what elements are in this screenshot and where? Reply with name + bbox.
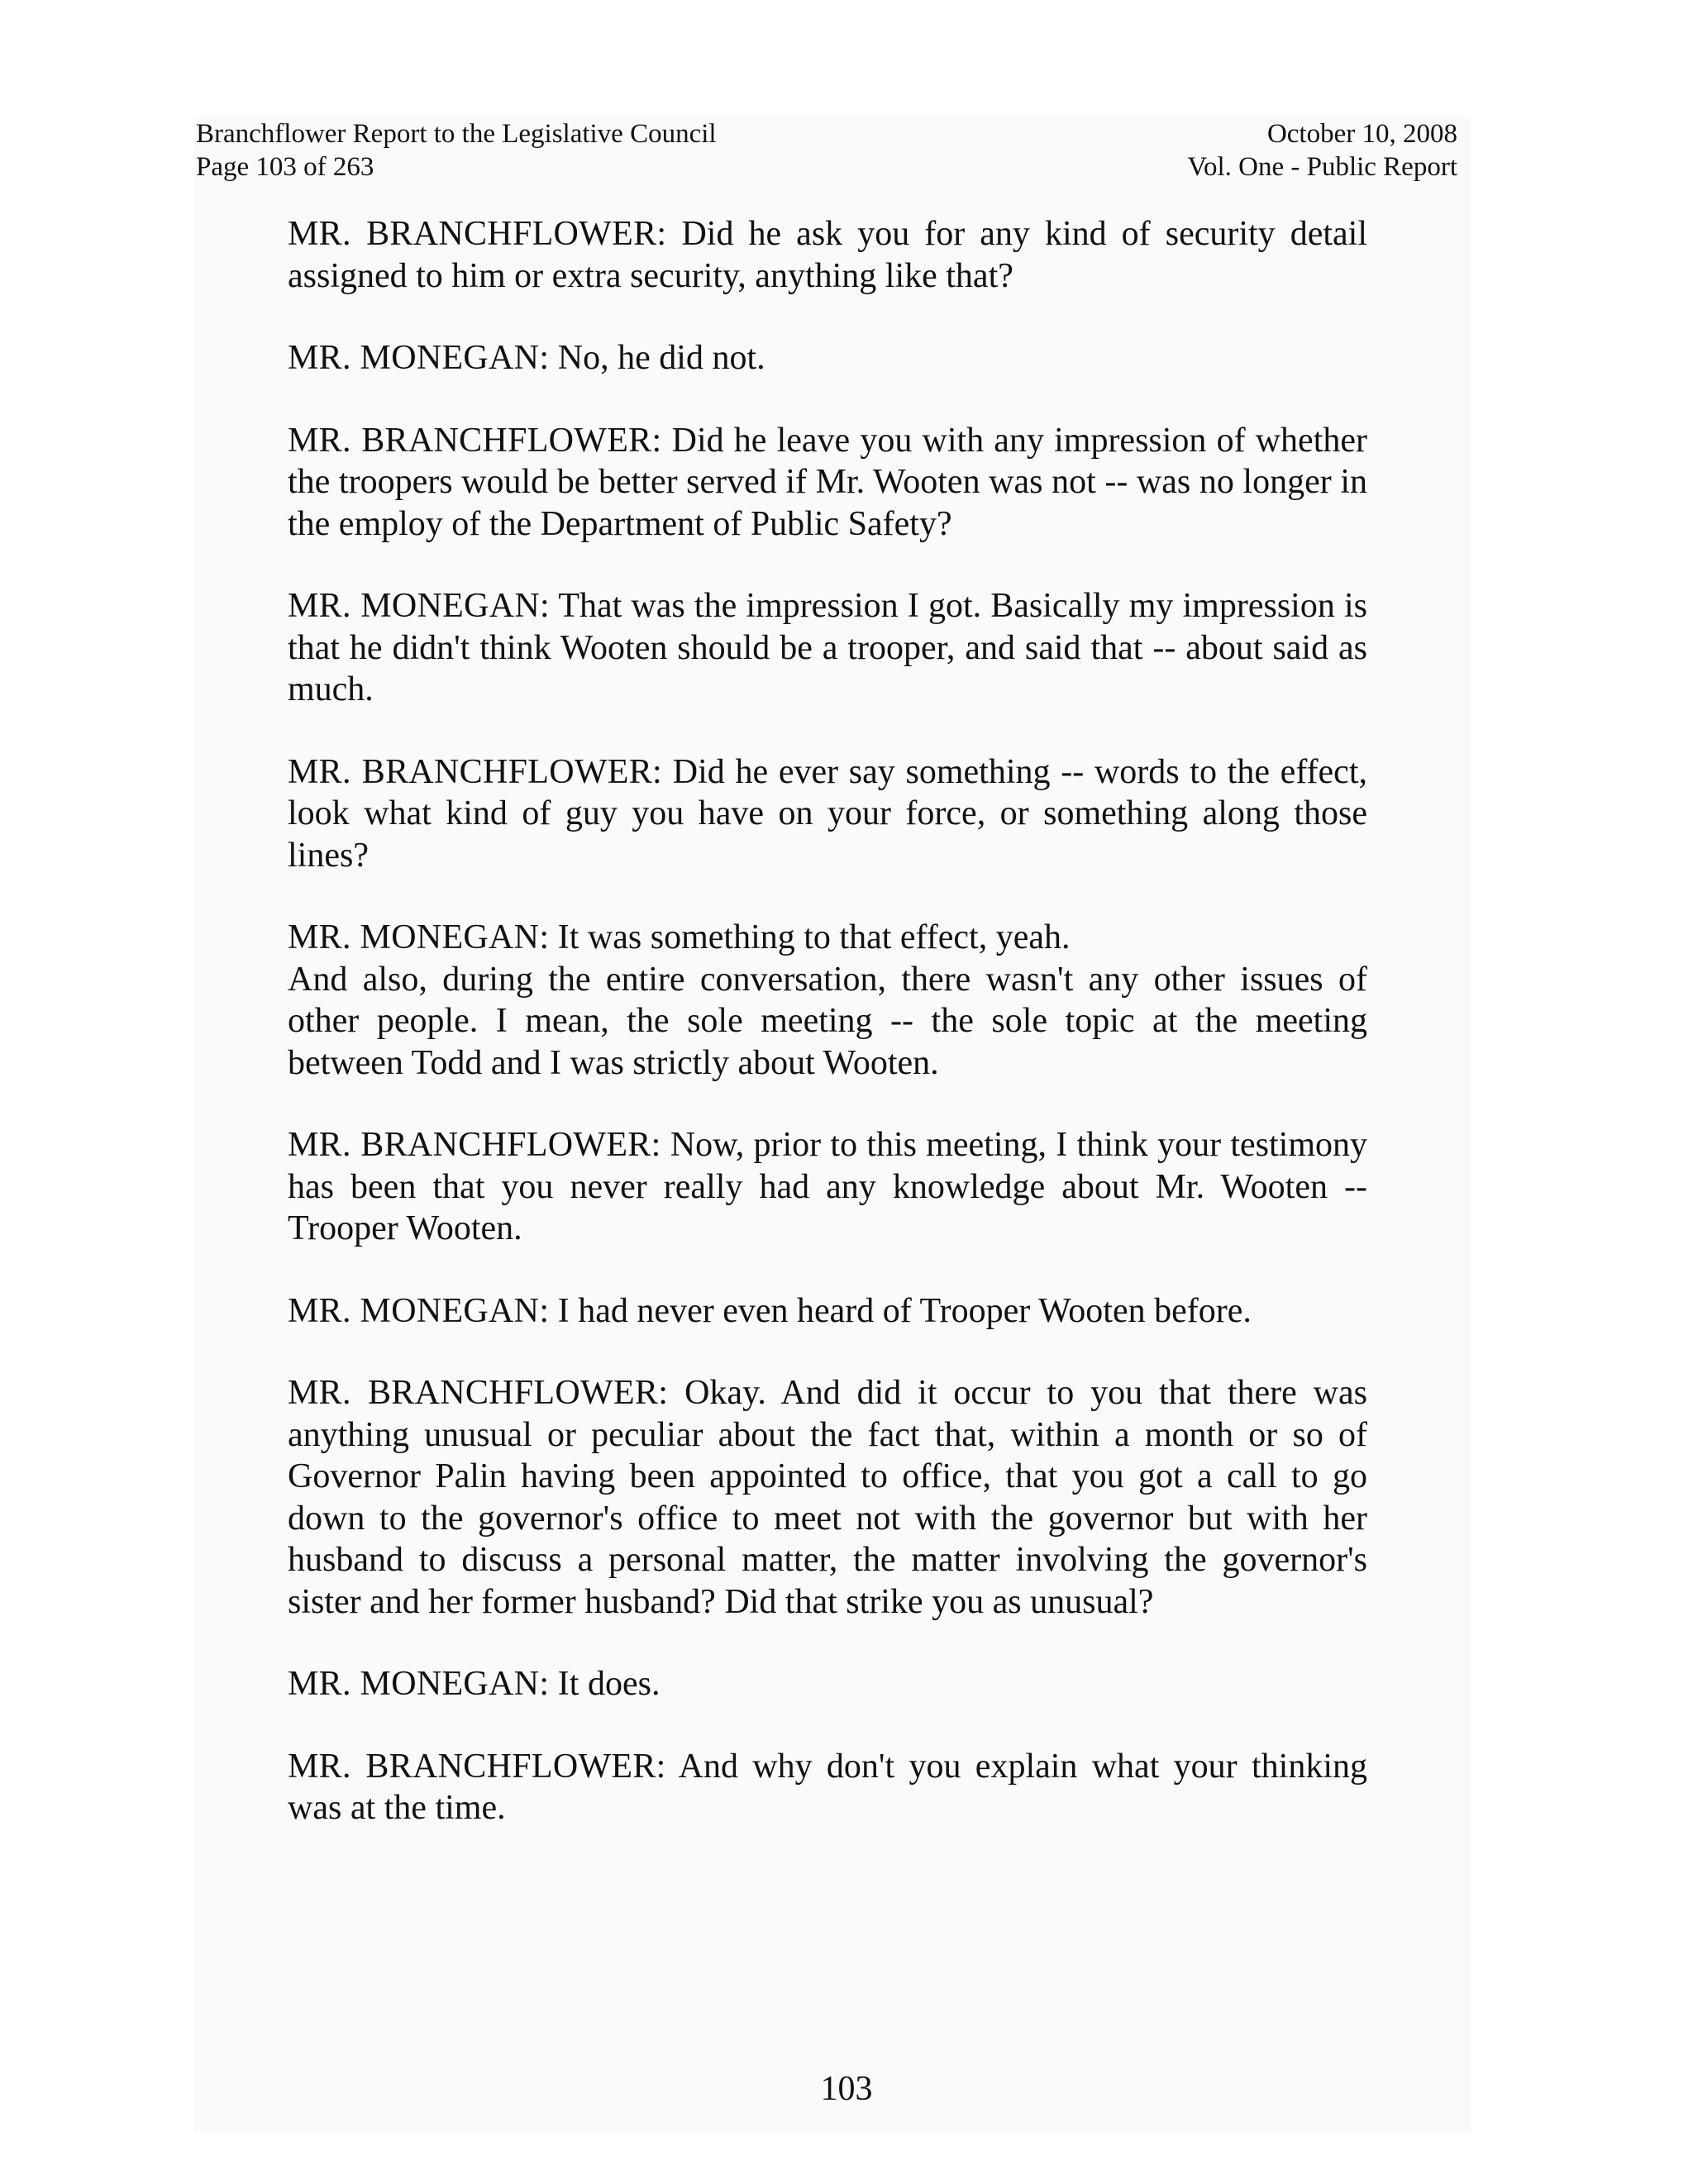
transcript-entry: [288, 917, 1367, 1084]
statement-text: Did he leave you with any impression of whether the troopers would be better served if Mr. Wooten was not -- was no longer in the employ of the Department of Public Safety?: [288, 421, 1367, 543]
statement-text: Did he ever say something -- words to the effect, look what kind of guy you have on your force, or something along those lines?: [288, 752, 1367, 875]
statement-text: Okay. And did it occur to you that there was anything unusual or peculiar about the fact that, within a month or so of Governor Palin having been appointed to office, that you got a call to go down to the governor's office to meet not with the governor but with her husband to discuss a personal matter, the matter involving the governor's sister and her former husband? Did that strike you as unusual?: [288, 1374, 1367, 1621]
transcript-entry: [288, 585, 1367, 711]
speaker-name: MR. BRANCHFLOWER:: [288, 752, 663, 791]
report-date: October 10, 2008: [1266, 119, 1457, 149]
transcript-entry: [288, 1290, 1367, 1333]
page-number: 103: [820, 2070, 873, 2108]
speaker-name: MR. BRANCHFLOWER:: [288, 1747, 666, 1786]
volume-label: Vol. One - Public Report: [1187, 152, 1457, 182]
speaker-name: MR. MONEGAN:: [288, 1291, 550, 1330]
transcript-entry: [288, 1372, 1367, 1623]
speaker-name: MR. BRANCHFLOWER:: [288, 421, 662, 460]
statement-text: That was the impression I got. Basically my impression is that he didn't think Wooten should be a trooper, and said that -- about said as much.: [288, 587, 1367, 708]
statement-text: Did he ask you for any kind of security detail assigned to him or extra security, anything like that?: [288, 215, 1368, 295]
speaker-name: MR. BRANCHFLOWER:: [288, 1374, 669, 1412]
speaker-name: MR. MONEGAN:: [288, 339, 550, 377]
report-title: Branchflower Report to the Legislative Council: [196, 119, 717, 149]
statement-text: It does.: [557, 1665, 661, 1703]
speaker-name: MR. MONEGAN:: [288, 918, 550, 956]
page-count: Page 103 of 263: [196, 152, 374, 182]
statement-text: It was something to that effect, yeah.: [557, 918, 1071, 956]
transcript-entry: [288, 1746, 1367, 1829]
statement-text: Now, prior to this meeting, I think your testimony has been that you never really had any knowledge about Mr. Wooten -- Trooper Wooten.: [288, 1126, 1367, 1247]
statement-first-line: [288, 917, 1367, 959]
transcript-entry: [288, 1663, 1367, 1705]
header-right: [1187, 117, 1457, 184]
transcript-entry: [288, 337, 1367, 379]
statement-text: No, he did not.: [557, 339, 765, 377]
statement-text: And why don't you explain what your thinking was at the time.: [288, 1747, 1367, 1827]
statement-text: I had never even heard of Trooper Wooten before.: [557, 1291, 1252, 1330]
transcript-entry: [288, 420, 1367, 546]
transcript-entry: [288, 213, 1367, 297]
speaker-name: MR. BRANCHFLOWER:: [288, 215, 667, 253]
header-left: [196, 117, 717, 184]
speaker-name: MR. BRANCHFLOWER:: [288, 1126, 661, 1164]
statement-continuation: And also, during the entire conversation, there wasn't any other issues of other people. I mean, the sole meeting -- the sole topic at the meeting between Todd and I was strictly about Wooten.: [288, 960, 1367, 1082]
speaker-name: MR. MONEGAN:: [288, 587, 550, 625]
transcript-entry: [288, 1124, 1367, 1250]
transcript: [288, 213, 1367, 1870]
speaker-name: MR. MONEGAN:: [288, 1665, 550, 1703]
transcript-entry: [288, 751, 1367, 877]
